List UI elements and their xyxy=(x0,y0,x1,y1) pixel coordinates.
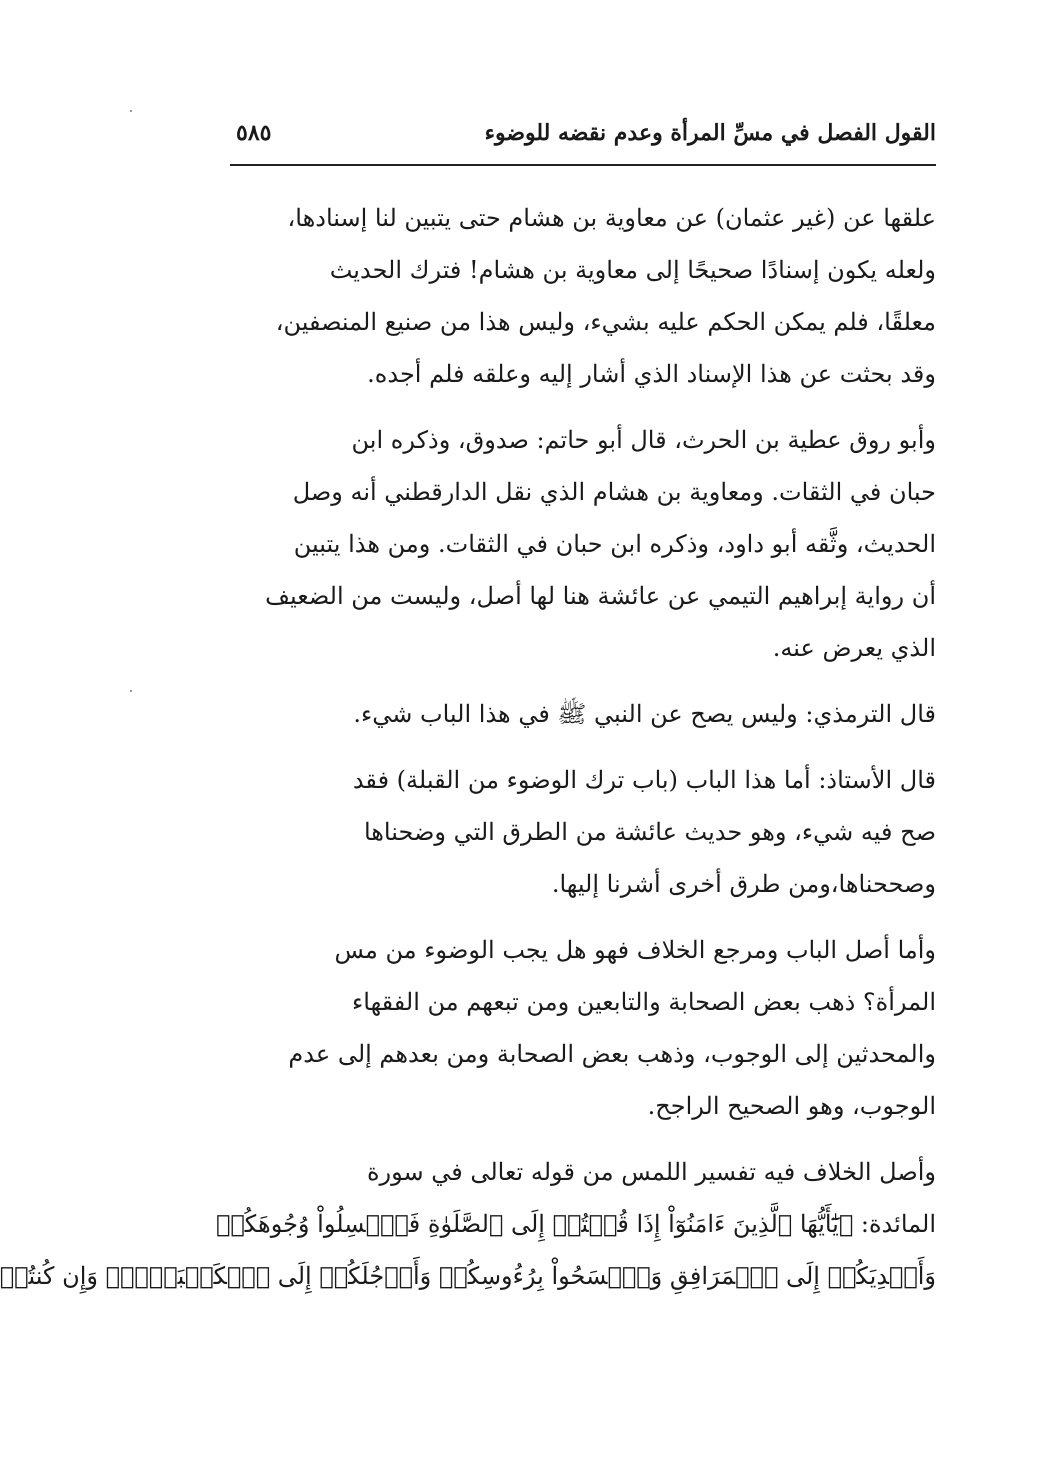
text-line: أن رواية إبراهيم التيمي عن عائشة هنا لها أصل، وليست من الضعيف xyxy=(265,582,936,610)
text-line: وأما أصل الباب ومرجع الخلاف فهو هل يجب الوضوء من مس xyxy=(334,936,936,964)
paragraph-4 xyxy=(230,754,936,910)
paragraph-spacer xyxy=(230,1132,936,1146)
text-line: وأصل الخلاف فيه تفسير اللمس من قوله تعالى في سورة xyxy=(366,1158,936,1186)
paragraph-spacer xyxy=(230,740,936,754)
text-line: قال الأستاذ: أما هذا الباب (باب ترك الوضوء من القبلة) فقد xyxy=(352,766,936,794)
text-line: معلقًا، فلم يمكن الحكم عليه بشيء، وليس هذا من صنيع المنصفين، xyxy=(275,308,936,336)
header-divider xyxy=(230,164,936,166)
text-line: صح فيه شيء، وهو حديث عائشة من الطرق التي وضحناها xyxy=(363,818,936,846)
text-line: وصححناها،ومن طرق أخرى أشرنا إليها. xyxy=(551,870,936,898)
page-number: ٥٨٥ xyxy=(236,120,272,146)
paragraph-spacer xyxy=(230,674,936,688)
text-line: وقد بحثت عن هذا الإسناد الذي أشار إليه وعلقه فلم أجده. xyxy=(367,360,936,388)
paragraph-spacer xyxy=(230,910,936,924)
page-body xyxy=(0,192,936,1302)
quran-verse-line: وَأَيۡدِيَكُمۡ إِلَى ٱلۡمَرَافِقِ وَٱمۡسَحُواْ بِرُءُوسِكُمۡ وَأَرۡجُلَكُمۡ إِلَى ٱلۡكَعۡبَيۡنِۚ وَإِن كُنتُمۡ xyxy=(0,1262,936,1290)
running-header xyxy=(230,118,936,158)
text-line: الوجوب، وهو الصحيح الراجح. xyxy=(647,1092,936,1120)
text-line: وأبو روق عطية بن الحرث، قال أبو حاتم: صدوق، وذكره ابن xyxy=(351,426,936,454)
text-line: حبان في الثقات. ومعاوية بن هشام الذي نقل الدارقطني أنه وصل xyxy=(292,478,936,506)
text-line: ولعله يكون إسنادًا صحيحًا إلى معاوية بن هشام! فترك الحديث xyxy=(329,256,936,284)
paragraph-5 xyxy=(230,924,936,1132)
quran-verse-line: المائدة: ﴿يَٰٓأَيُّهَا ٱلَّذِينَ ءَامَنُوٓاْ إِذَا قُمۡتُمۡ إِلَى ٱلصَّلَوٰةِ فَٱغۡسِلُواْ وُجُوهَكُمۡ xyxy=(215,1210,936,1238)
running-header-title: القول الفصل في مسِّ المرأة وعدم نقضه للوضوء xyxy=(484,120,936,146)
text-line: علقها عن (غير عثمان) عن معاوية بن هشام حتى يتبين لنا إسنادها، xyxy=(287,204,936,232)
paragraph-1 xyxy=(230,192,936,400)
scan-speck xyxy=(130,690,132,692)
paragraph-3 xyxy=(230,688,936,740)
text-line: المرأة؟ ذهب بعض الصحابة والتابعين ومن تبعهم من الفقهاء xyxy=(351,988,936,1016)
scan-speck xyxy=(130,110,132,112)
text-line: الذي يعرض عنه. xyxy=(772,634,936,662)
text-line: الحديث، وثَّقه أبو داود، وذكره ابن حبان في الثقات. ومن هذا يتبين xyxy=(293,530,936,558)
paragraph-spacer xyxy=(230,400,936,414)
text-line: قال الترمذي: وليس يصح عن النبي ﷺ في هذا الباب شيء. xyxy=(353,700,936,728)
text-line: والمحدثين إلى الوجوب، وذهب بعض الصحابة ومن بعدهم إلى عدم xyxy=(288,1040,936,1068)
paragraph-2 xyxy=(230,414,936,674)
paragraph-6 xyxy=(0,1146,936,1302)
